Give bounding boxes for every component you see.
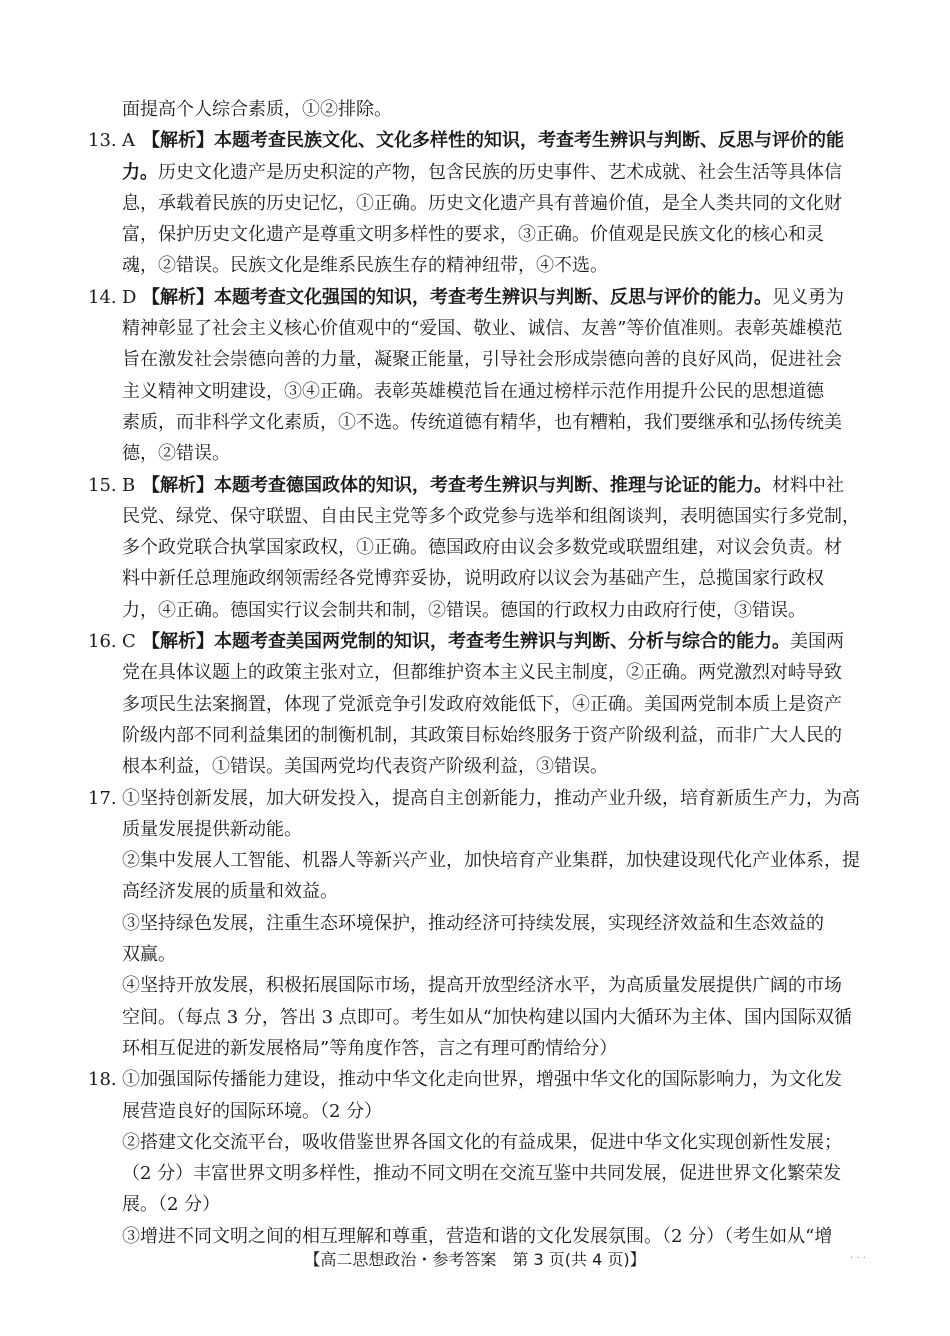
q13-line-3 (88, 188, 878, 219)
q14-line-2 (88, 313, 878, 344)
q17-text-5: ③坚持绿色发展，注重生态环境保护，推动经济可持续发展，实现经济效益和生态效益的 (122, 912, 824, 934)
q15-text-5: 力，④正确。德国实行议会制共和制，②错误。德国的行政权力由政府行使，③错误。 (122, 599, 806, 621)
q13-number: 13. (88, 130, 117, 152)
q16-text-2: 党在具体议题上的政策主张对立，但都维护资本主义民主制度，②正确。两党激烈对峙导致 (122, 662, 842, 684)
q16-text-3: 多项民生法案搁置，体现了党派竞争引发政府效能低下，④正确。美国两党制本质上是资产 (122, 693, 842, 715)
q17-text-6: 双赢。 (122, 944, 176, 966)
q15-text-2: 民党、绿党、保守联盟、自由民主党等多个政党参与选举和组阁谈判，表明德国实行多党制， (122, 505, 860, 527)
q17-text-2: 质量发展提供新动能。 (122, 818, 302, 840)
q14-tag: 【解析】 (142, 286, 214, 308)
q18-line-4 (88, 1158, 878, 1189)
q18-line-6 (88, 1221, 878, 1252)
q15-line-1 (88, 470, 878, 501)
q14-text-3: 旨在激发社会崇德向善的力量，凝聚正能量，引导社会形成崇德向善的良好风尚，促进社会 (122, 349, 842, 371)
q17-line-9 (88, 1033, 878, 1064)
q14-text-6: 德，②错误。 (122, 443, 230, 465)
q13-line-1 (88, 125, 878, 156)
q17-line-7 (88, 970, 878, 1001)
q13-text-3: 息，承载着民族的历史记忆，①正确。历史文化遗产具有普遍价值，是全人类共同的文化财 (122, 192, 842, 214)
q17-text-4: 高经济发展的质量和效益。 (122, 881, 338, 903)
corner-mark: · · · (850, 1253, 866, 1264)
q14-text-2: 精神彰显了社会主义核心价值观中的“爱国、敬业、诚信、友善”等价值准则。表彰英雄模范 (122, 318, 843, 340)
q17-line-6 (88, 939, 878, 970)
q17-line-8 (88, 1002, 878, 1033)
q18-line-2 (88, 1096, 878, 1127)
q14-bold-text: 本题考查文化强国的知识，考查考生辨识与判断、反思与评价的能力。 (214, 286, 772, 308)
q13-text-2: 历史文化遗产是历史积淀的产物，包含民族的历史事件、艺术成就、社会生活等具体信 (158, 161, 842, 183)
q16-bold-text: 本题考查美国两党制的知识，考查考生辨识与判断、分析与综合的能力。 (214, 631, 790, 653)
q14-text-5: 素质，而非科学文化素质，①不选。传统道德有精华，也有糟粕，我们要继承和弘扬传统美 (122, 411, 842, 433)
q14-line-1 (88, 282, 878, 313)
q13-bold-text-2: 力。 (122, 161, 158, 183)
q15-tag: 【解析】 (142, 474, 214, 496)
q17-number: 17. (88, 787, 117, 809)
q13-answer: A (122, 130, 135, 152)
q16-line-5 (88, 751, 878, 782)
q16-line-2 (88, 657, 878, 688)
q13-line-4 (88, 219, 878, 250)
q18-text-3: ②搭建文化交流平台，吸收借鉴世界各国文化的有益成果，促进中华文化实现创新性发展； (122, 1131, 842, 1153)
q18-number: 18. (88, 1069, 117, 1091)
q17-text-8: 空间。（每点 3 分，答出 3 点即可。考生如从“加快构建以国内大循环为主体、国内国际双循 (122, 1006, 852, 1028)
q14-line-3 (88, 344, 878, 375)
q13-text-5: 魂，②错误。民族文化是维系民族生存的精神纽带，④不选。 (122, 255, 608, 277)
q12-tail-line (88, 94, 878, 125)
q17-line-2 (88, 814, 878, 845)
q15-text-1: 材料中社 (772, 474, 844, 496)
q14-line-6 (88, 438, 878, 469)
q17-line-1 (88, 783, 878, 814)
q17-line-4 (88, 876, 878, 907)
q18-text-5: 展。（2 分） (122, 1194, 221, 1216)
q16-line-3 (88, 689, 878, 720)
q17-text-3: ②集中发展人工智能、机器人等新兴产业，加快培育产业集群，加快建设现代化产业体系，提 (122, 850, 860, 872)
q15-line-3 (88, 532, 878, 563)
q14-text-4: 主义精神文明建设，③④正确。表彰英雄模范旨在通过榜样示范作用提升公民的思想道德 (122, 380, 824, 402)
q13-line-5 (88, 250, 878, 281)
q18-line-5 (88, 1189, 878, 1220)
q16-text-1: 美国两 (790, 631, 844, 653)
q18-line-1 (88, 1064, 878, 1095)
q13-line-2 (88, 157, 878, 188)
q15-line-4 (88, 563, 878, 594)
q15-number: 15. (88, 474, 117, 496)
q13-bold-text-1: 本题考查民族文化、文化多样性的知识，考查考生辨识与判断、反思与评价的能 (214, 130, 844, 152)
q18-text-4: （2 分）丰富世界文明多样性，推动不同文明在交流互鉴中共同发展，促进世界文化繁荣发 (122, 1163, 842, 1185)
page-footer: 【高二思想政治・参考答案 第 3 页(共 4 页)】 (304, 1250, 646, 1269)
q14-line-5 (88, 407, 878, 438)
q18-line-3 (88, 1127, 878, 1158)
q16-number: 16. (88, 631, 117, 653)
q16-line-1 (88, 626, 878, 657)
q17-text-9: 环相互促进的新发展格局”等角度作答，言之有理可酌情给分） (122, 1037, 618, 1059)
q18-text-6: ③增进不同文明之间的相互理解和尊重，营造和谐的文化发展氛围。（2 分）（考生如从“增 (122, 1225, 833, 1247)
q14-line-4 (88, 376, 878, 407)
q16-line-4 (88, 720, 878, 751)
q15-bold-text: 本题考查德国政体的知识，考查考生辨识与判断、推理与论证的能力。 (214, 474, 772, 496)
q17-text-7: ④坚持开放发展，积极拓展国际市场，提高开放型经济水平，为高质量发展提供广阔的市场 (122, 975, 842, 997)
q17-text-1: ①坚持创新发展，加大研发投入，提高自主创新能力，推动产业升级，培育新质生产力，为高 (122, 787, 860, 809)
q14-answer: D (122, 286, 137, 308)
q17-line-3 (88, 845, 878, 876)
q13-tag: 【解析】 (142, 130, 214, 152)
q16-tag: 【解析】 (142, 631, 214, 653)
q18-text-1: ①加强国际传播能力建设，推动中华文化走向世界，增强中华文化的国际影响力，为文化发 (122, 1069, 842, 1091)
q15-line-2 (88, 501, 878, 532)
answer-content (88, 94, 878, 1252)
q16-answer: C (122, 631, 136, 653)
q15-line-5 (88, 595, 878, 626)
q18-text-2: 展营造良好的国际环境。（2 分） (122, 1100, 383, 1122)
q14-number: 14. (88, 286, 117, 308)
q16-text-4: 阶级内部不同利益集团的制衡机制，其政策目标始终服务于资产阶级利益，而非广大人民的 (122, 724, 842, 746)
q15-answer: B (122, 474, 136, 496)
q17-line-5 (88, 908, 878, 939)
q15-text-4: 料中新任总理施政纲领需经各党博弈妥协，说明政府以议会为基础产生，总揽国家行政权 (122, 568, 824, 590)
q14-text-1: 见义勇为 (772, 286, 844, 308)
q12-tail-text: 面提高个人综合素质，①②排除。 (122, 99, 392, 120)
q13-text-4: 富，保护历史文化遗产是尊重文明多样性的要求，③正确。价值观是民族文化的核心和灵 (122, 224, 824, 246)
q16-text-5: 根本利益，①错误。美国两党均代表资产阶级利益，③错误。 (122, 756, 608, 778)
q15-text-3: 多个政党联合执掌国家政权，①正确。德国政府由议会多数党或联盟组建，对议会负责。材 (122, 537, 842, 559)
